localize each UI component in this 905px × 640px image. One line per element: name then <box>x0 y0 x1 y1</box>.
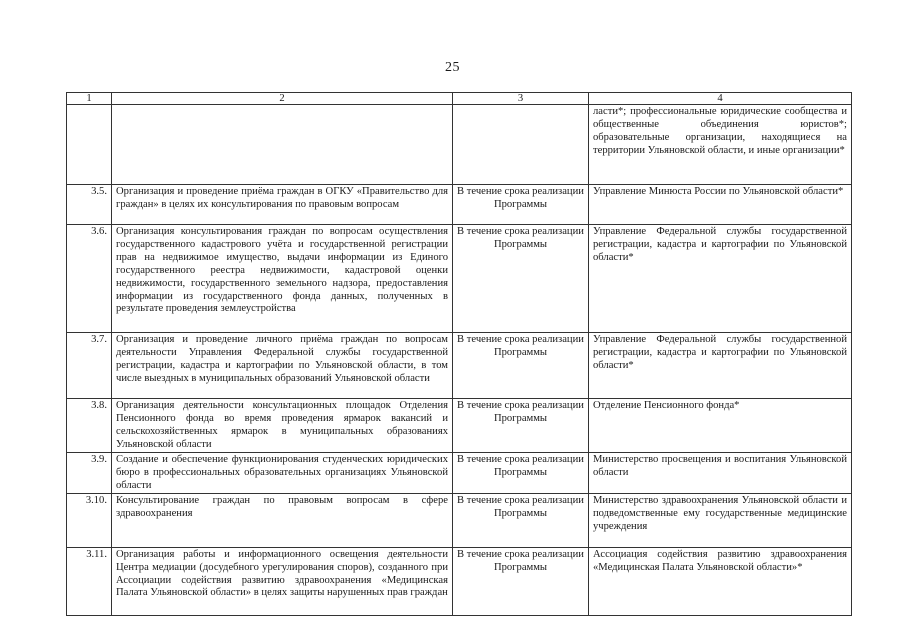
table-row-3-10 <box>67 493 852 547</box>
row-number: 3.11. <box>67 547 112 615</box>
row-number <box>67 105 112 185</box>
table-body <box>67 105 852 616</box>
row-action: Организация консультирования граждан по вопросам осуществления государственного кадастрового учёта и государственной регистрации прав на недвижимое имущество, выдачи информации из Единого государственного реестра недвижимости, кадастровой оценки недвижимости, государственного земельного надзора, предоставления информации из государственного фонда данных, полученных в результате проведения землеустройства <box>112 225 453 333</box>
row-number: 3.6. <box>67 225 112 333</box>
row-period <box>453 105 589 185</box>
row-period: В течение срока реализации Программы <box>453 399 589 453</box>
row-period: В течение срока реализации Программы <box>453 453 589 494</box>
row-number: 3.8. <box>67 399 112 453</box>
row-responsible: Управление Минюста России по Ульяновской области* <box>589 185 852 225</box>
row-responsible: Отделение Пенсионного фонда* <box>589 399 852 453</box>
row-responsible: Министерство здравоохранения Ульяновской области и подведомственные ему государственные медицинские учреждения <box>589 493 852 547</box>
table-row-3-8 <box>67 399 852 453</box>
row-period: В течение срока реализации Программы <box>453 493 589 547</box>
row-action: Консультирование граждан по правовым вопросам в сфере здравоохранения <box>112 493 453 547</box>
table-row-continuation <box>67 105 852 185</box>
row-action: Создание и обеспечение функционирования студенческих юридических бюро в профессиональных образовательных организациях Ульяновской области <box>112 453 453 494</box>
header-col-1: 1 <box>67 93 112 105</box>
header-row <box>67 93 852 105</box>
row-number: 3.9. <box>67 453 112 494</box>
row-number: 3.7. <box>67 333 112 399</box>
header-col-4: 4 <box>589 93 852 105</box>
row-responsible: Управление Федеральной службы государственной регистрации, кадастра и картографии по Ульяновской области* <box>589 333 852 399</box>
table-row-3-6 <box>67 225 852 333</box>
table-row-3-7 <box>67 333 852 399</box>
page-number: 25 <box>445 60 460 75</box>
row-period: В течение срока реализации Программы <box>453 185 589 225</box>
row-action: Организация и проведение личного приёма граждан по вопросам деятельности Управления Федеральной службы государственной регистрации, кадастра и картографии по Ульяновской области, в том числе выездных в муниципальных образований Ульяновской области <box>112 333 453 399</box>
row-action: Организация деятельности консультационных площадок Отделения Пенсионного фонда во время проведения ярмарок вакансий и сельскохозяйственных ярмарок в муниципальных образованиях Ульяновской области <box>112 399 453 453</box>
table-row-3-11 <box>67 547 852 615</box>
table-header <box>67 93 852 105</box>
row-responsible: Управление Федеральной службы государственной регистрации, кадастра и картографии по Ульяновской области* <box>589 225 852 333</box>
row-action: Организация работы и информационного освещения деятельности Центра медиации (досудебного урегулирования споров), созданного при Ассоциации содействия развитию здравоохранения «Медицинская Палата Ульяновской области» в целях защиты нарушенных прав граждан <box>112 547 453 615</box>
row-number: 3.5. <box>67 185 112 225</box>
table-row-3-5 <box>67 185 852 225</box>
row-number: 3.10. <box>67 493 112 547</box>
header-col-2: 2 <box>112 93 453 105</box>
row-action <box>112 105 453 185</box>
row-responsible: Министерство просвещения и воспитания Ульяновской области <box>589 453 852 494</box>
row-action: Организация и проведение приёма граждан в ОГКУ «Правительство для граждан» в целях их консультирования по правовым вопросам <box>112 185 453 225</box>
header-col-3: 3 <box>453 93 589 105</box>
program-table <box>66 92 852 616</box>
row-period: В течение срока реализации Программы <box>453 547 589 615</box>
table-row-3-9 <box>67 453 852 494</box>
row-period: В течение срока реализации Программы <box>453 333 589 399</box>
row-period: В течение срока реализации Программы <box>453 225 589 333</box>
row-responsible: ласти*; профессиональные юридические сообщества и общественные объединения юристов*; образовательные организации, находящиеся на территории Ульяновской области, и иные организации* <box>589 105 852 185</box>
row-responsible: Ассоциация содействия развитию здравоохранения «Медицинская Палата Ульяновской области»* <box>589 547 852 615</box>
